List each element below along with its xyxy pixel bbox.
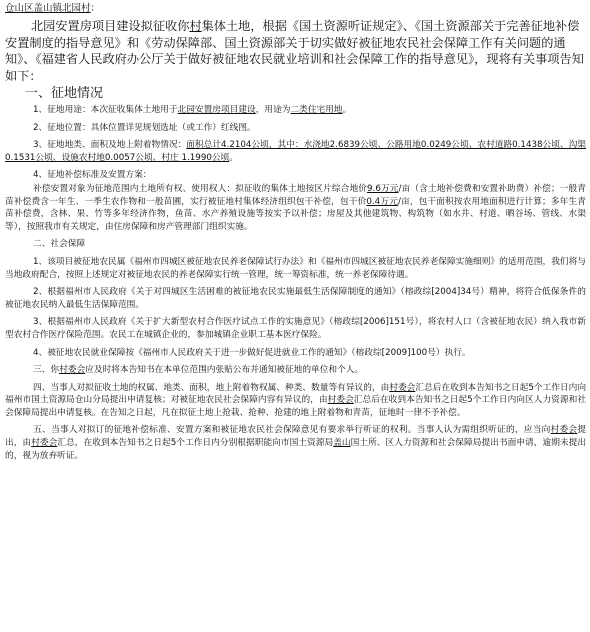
item-1-1: 1、征地用途：本次征收集体土地用于北园安置房项目建设，用途为二类住宅用地。: [33, 105, 352, 115]
village-name: 北园村: [62, 3, 91, 14]
section-1-heading: 一、征地情况: [25, 86, 104, 101]
item-1-3: 3、征地地类、面积及地上附着物情况：面积总计4.2104公顷，其中：水浇地2.6839公顷、公路用地0.0249公顷、农村道路0.1438公顷、沟渠0.1531公顷、设施农村地0.0057公顷、村庄 1.1990公顷。: [5, 140, 586, 163]
town-name: 盖山镇: [33, 3, 63, 14]
village-blank: 村: [189, 19, 202, 33]
item-2-2: 2、根据福州市人民政府《关于对四城区生活困难的被征地农民实施最低生活保障制度的通知》（榕政综[2004]34号）精神，将符合低保条件的被征地农民纳入最低生活保障范围。: [5, 287, 586, 310]
item-1-4-body: 补偿安置对象为征地范围内土地所有权、使用权人：拟征收的集体土地按区片综合地价9.6万元/亩（含土地补偿费和安置补助费）补偿；一般青苗补偿费含一年生、一季生农作物和一般苗圃，实行被征地村集体经济组织包干补偿，包干价0.4万元/亩，包干面积按农用地面积进行计算；多年生青苗补偿费，含林、果、竹等多年经济作物，鱼苗、水产养殖设施等按实予以补偿；房屋及其他建筑物、构筑物（如水井、村道、晒谷场、管线、水渠等），按照我市有关规定，由住房保障和房产管理部门组织实施。: [5, 183, 586, 232]
district-name: 仓山区: [5, 3, 34, 14]
section-4: 四、当事人对拟征收土地的权属、地类、面积，地上附着物权属、种类、数量等有异议的，由村委会汇总后在收到本告知书之日起5个工作日内向福州市国土资源局仓山分局提出申请复核；对被征地农民社会保障内容有异议的，由村委会汇总后在收到本告知书之日起5个工作日内向区人力资源和社会保障局提出申请复核。在告知之日起，凡在拟征土地上抢栽、抢种、抢建的地上附着物和青苗，征地时一律不予补偿。: [5, 382, 587, 418]
notice-intro: 北园安置房项目建设拟征收你村集体土地，根据《国土资源听证规定》、《国土资源部关于完善征地补偿安置制度的指导意见》和《劳动保障部、国土资源部关于切实做好被征地农民社会保障工作有关问题的通知》、《福建省人民政府办公厅关于做好被征地农民就业培训和社会保障工作的指导意见》，现将有关事项告知如下：: [5, 19, 584, 83]
item-1-2: 2、征地位置：具体位置详见规划选址（或工作）红线图。: [33, 122, 256, 133]
section-5: 五、当事人对拟订的征地补偿标准、安置方案和被征地农民社会保障意见有要求举行听证的权利。当事人认为需组织听证的，应当向村委会提出，由村委会汇总，在收到本告知书之日起5个工作日内分别根据职能向市国土资源局盖山国土所、区人力资源和社会保障局提出书面申请，逾期未提出的，视为放弃听证。: [5, 425, 587, 461]
section-3: 三、你村委会应及时将本告知书在本单位范围内张贴公布并通知被征地的单位和个人。: [33, 365, 364, 376]
item-2-1: 1、该项目被征地农民属《福州市四城区被征地农民养老保障试行办法》和《福州市四城区被征地农民养老保障实施细则》的适用范围，我们将与当地政府配合，按照上述规定对被征地农民的养老保障实行统一管理，统一筹资标准，统一养老保障待遇。: [5, 256, 586, 280]
item-1-4-title: 4、征地补偿标准及安置方案：: [33, 170, 152, 181]
section-2-heading: 二、社会保障: [33, 239, 86, 250]
addressee-line: [5, 2, 586, 16]
item-2-3: 3、根据福州市人民政府《关于扩大新型农村合作医疗试点工作的实施意见》（榕政综[2006]151号），将农村人口（含被征地农民）纳入我市新型农村合作医疗保险范围。农民工在城镇企业的，参加城镇企业职工基本医疗保险。: [5, 317, 586, 340]
addressee-colon: ：: [90, 3, 101, 14]
item-2-4: 4、被征地农民就业保障按《福州市人民政府关于进一步做好促进就业工作的通知》（榕政综[2009]100号）执行。: [33, 347, 471, 358]
